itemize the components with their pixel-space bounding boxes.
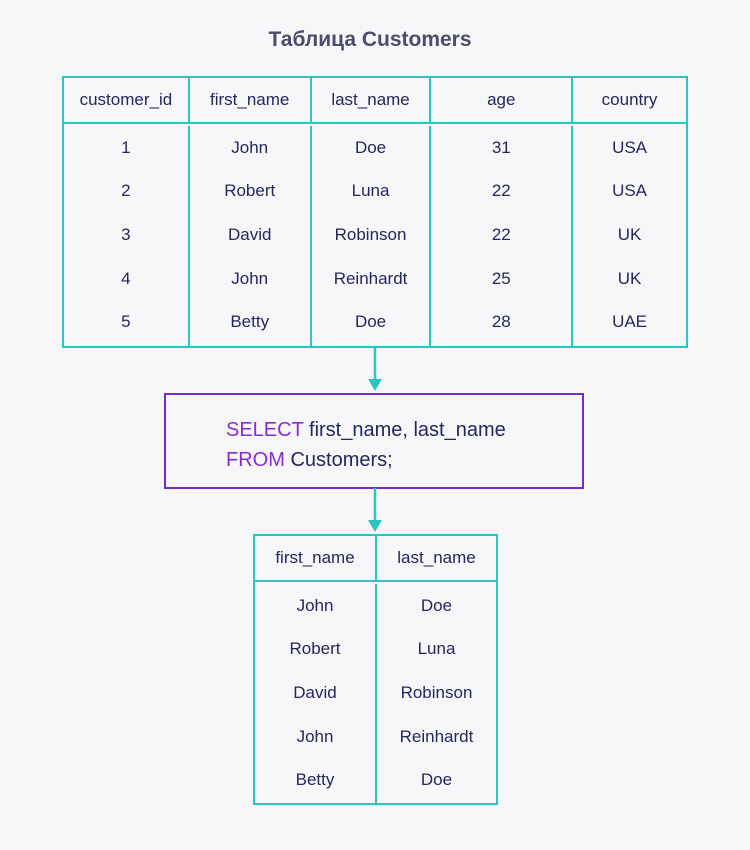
table-cell: 1: [121, 137, 131, 157]
table-cell: 22: [491, 224, 511, 244]
table-cell: Luna: [351, 181, 390, 201]
table-cell: Doe: [420, 595, 453, 615]
page-title: Таблица Customers: [268, 28, 472, 51]
table-cell: John: [231, 268, 269, 288]
table-column: [310, 126, 430, 348]
table-cell: UK: [617, 268, 642, 288]
table-column: [375, 584, 496, 805]
result-table-header: [255, 536, 496, 582]
table-cell: Robert: [289, 639, 341, 659]
table-cell: Betty: [230, 312, 270, 332]
column-header: customer_id: [79, 90, 173, 109]
source-table: [62, 76, 688, 348]
table-cell: Reinhardt: [399, 726, 474, 746]
table-cell: 4: [121, 268, 131, 288]
source-table-body: [64, 124, 686, 348]
column-header: last_name: [397, 548, 476, 567]
table-cell: Doe: [354, 137, 387, 157]
select-columns: first_name, last_name: [303, 419, 506, 441]
from-keyword: FROM: [226, 449, 285, 471]
result-table: [253, 534, 498, 805]
query-line-1: [226, 415, 582, 445]
table-column: [188, 126, 310, 348]
table-cell: 22: [491, 181, 511, 201]
table-cell: 2: [121, 181, 131, 201]
result-table-body: [255, 582, 496, 805]
table-cell: 28: [491, 312, 511, 332]
column-header: last_name: [331, 90, 410, 109]
table-cell: David: [293, 682, 337, 702]
table-column: [64, 126, 188, 348]
table-cell: John: [296, 726, 334, 746]
table-cell: 25: [491, 268, 511, 288]
arrow-down-icon: [366, 347, 384, 393]
sql-query-box: [164, 393, 584, 489]
table-cell: Doe: [354, 312, 387, 332]
table-cell: Doe: [420, 770, 453, 790]
table-cell: Robinson: [334, 224, 407, 244]
table-cell: 31: [491, 137, 511, 157]
table-cell: 5: [121, 312, 131, 332]
column-header: first_name: [210, 90, 290, 109]
table-cell: John: [296, 595, 334, 615]
table-cell: John: [231, 137, 269, 157]
table-column: [429, 126, 571, 348]
table-cell: Robinson: [400, 682, 473, 702]
source-table-header: [64, 78, 686, 124]
from-table: Customers;: [284, 449, 393, 471]
table-cell: Reinhardt: [333, 268, 408, 288]
table-cell: USA: [612, 181, 648, 201]
table-cell: USA: [612, 137, 648, 157]
table-cell: UAE: [612, 312, 648, 332]
table-column: [571, 126, 686, 348]
table-cell: David: [227, 224, 272, 244]
table-cell: Robert: [224, 181, 276, 201]
table-column: [255, 584, 375, 805]
arrow-down-icon: [366, 488, 384, 534]
table-cell: Luna: [417, 639, 456, 659]
query-line-2: [226, 445, 582, 475]
table-cell: UK: [617, 224, 642, 244]
table-cell: 3: [121, 224, 131, 244]
select-keyword: SELECT: [226, 419, 304, 441]
column-header: age: [487, 90, 516, 109]
column-header: first_name: [275, 548, 355, 567]
column-header: country: [601, 90, 658, 109]
table-cell: Betty: [295, 770, 335, 790]
